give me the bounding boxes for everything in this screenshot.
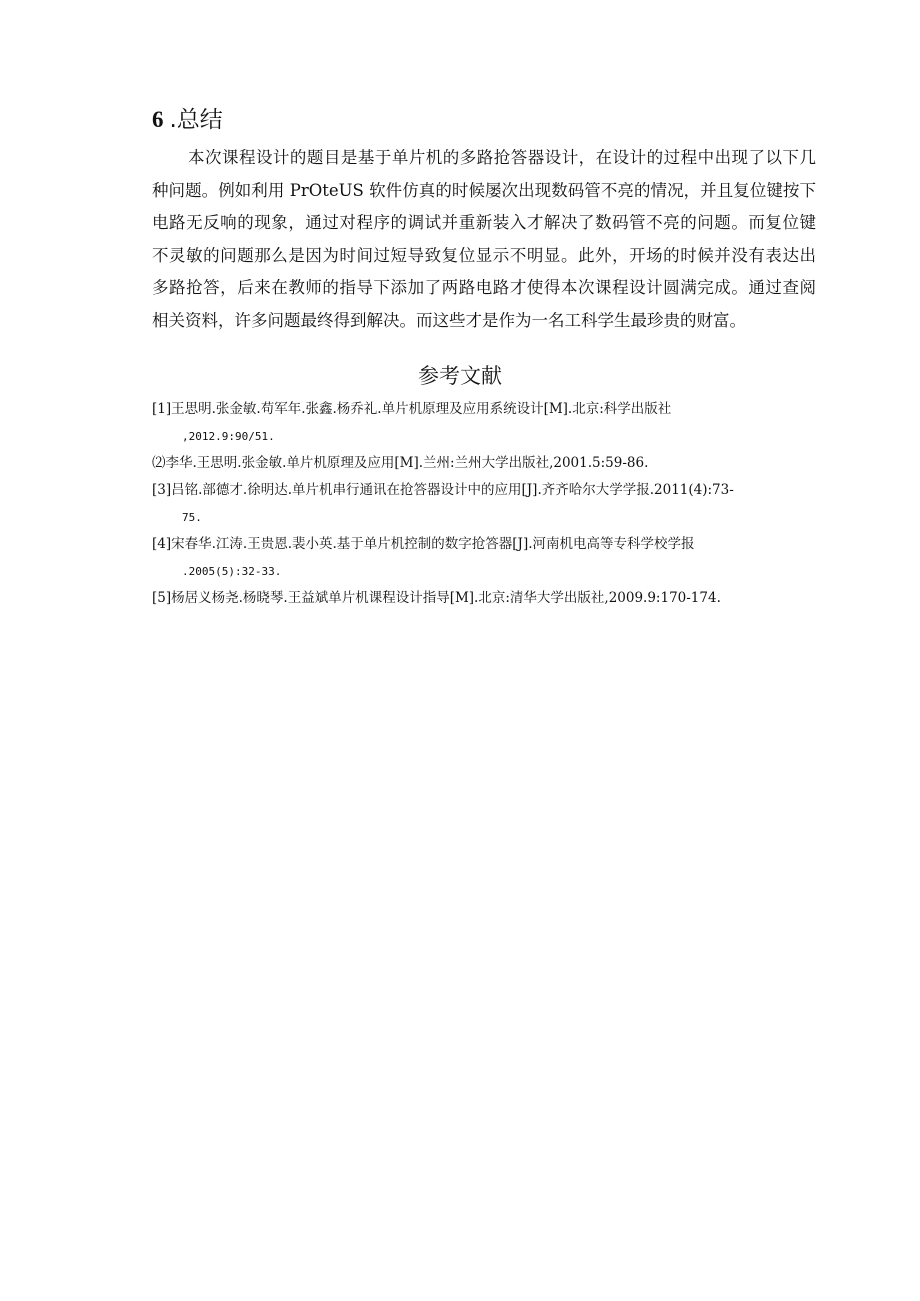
reference-item-continuation: .2005(5):32-33. (182, 565, 282, 578)
summary-line: 种问题。例如利用 PrOteUS 软件仿真的时候屡次出现数码管不亮的情况，并且复位键按下 (152, 180, 816, 200)
reference-item: [4]宋春华.江涛.王贵恩.裴小英.基于单片机控制的数字抢答器[J].河南机电高等专科学校学报 (152, 536, 695, 552)
reference-item-continuation: 75. (182, 511, 202, 524)
reference-item: [1]王思明.张金敏.苟军年.张鑫.杨乔礼.单片机原理及应用系统设计[M].北京:科学出版社 (152, 401, 672, 417)
summary-paragraph (152, 142, 816, 337)
summary-line: 电路无反响的现象，通过对程序的调试并重新装入才解决了数码管不亮的问题。而复位键 (152, 213, 816, 232)
summary-line: 多路抢答，后来在教师的指导下添加了两路电路才使得本次课程设计圆满完成。通过查阅 (152, 278, 816, 297)
summary-line: 相关资料，许多问题最终得到解决。而这些才是作为一名工科学生最珍贵的财富。 (152, 310, 746, 330)
summary-line: 不灵敏的问题那么是因为时间过短导致复位显示不明显。此外，开场的时候并没有表达出 (152, 245, 816, 265)
section-title: .总结 (169, 107, 223, 133)
reference-item: ⑵李华.王思明.张金敏.单片机原理及应用[M].兰州:兰州大学出版社,2001.5:59-86. (152, 455, 649, 471)
section-number: 6 (152, 107, 164, 132)
reference-item: [5]杨居义杨尧.杨晓琴.王益斌单片机课程设计指导[M].北京:清华大学出版社,2009.9:170-174. (152, 590, 721, 606)
reference-list (152, 396, 816, 612)
section-heading (152, 104, 223, 136)
reference-item-continuation: ,2012.9:90/51. (182, 430, 275, 443)
references-heading: 参考文献 (418, 364, 502, 388)
reference-item: [3]吕铭.部德才.徐明达.单片机串行通讯在抢答器设计中的应用[J].齐齐哈尔大学学报.2011(4):73- (152, 482, 734, 498)
summary-line: 本次课程设计的题目是基于单片机的多路抢答器设计，在设计的过程中出现了以下几 (188, 148, 816, 167)
